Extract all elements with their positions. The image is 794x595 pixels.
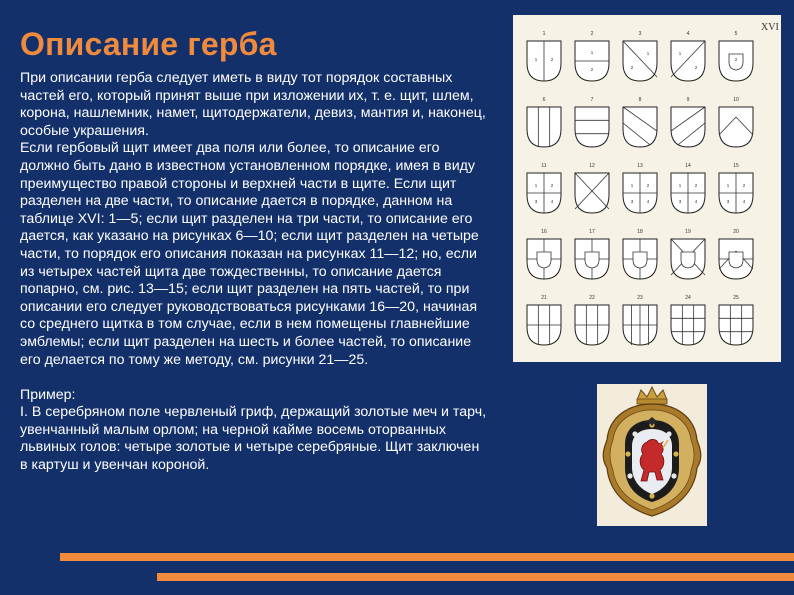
accent-bar-top (60, 553, 794, 561)
svg-text:4: 4 (646, 199, 650, 204)
coat-of-arms-image (597, 384, 707, 526)
figure-number: 12 (589, 163, 595, 169)
svg-text:3: 3 (630, 199, 634, 204)
shield-figure (719, 229, 753, 279)
svg-text:2: 2 (694, 65, 698, 70)
body-text (20, 70, 488, 475)
shield-figure (527, 31, 561, 81)
figure-number: 15 (733, 163, 739, 169)
figure-number: 3 (638, 31, 642, 37)
figure-number: 21 (541, 295, 547, 301)
svg-text:3: 3 (534, 199, 538, 204)
shield-grid (527, 31, 753, 345)
svg-text:2: 2 (630, 65, 634, 70)
coat-of-arms-griffin-icon (597, 384, 707, 526)
svg-text:1: 1 (590, 50, 594, 55)
svg-text:1: 1 (646, 51, 650, 56)
page-title: Описание герба (20, 26, 277, 62)
shield-figure (671, 295, 705, 345)
shield-figure (623, 295, 657, 345)
plate-label: XVI (761, 22, 779, 33)
svg-text:3: 3 (678, 199, 682, 204)
figure-number: 11 (541, 163, 547, 169)
figure-number: 8 (638, 97, 642, 103)
figure-number: 14 (685, 163, 691, 169)
svg-text:2: 2 (742, 183, 746, 188)
svg-text:2: 2 (550, 57, 554, 62)
shield-figure (575, 31, 609, 81)
figure-number: 18 (637, 229, 643, 235)
figure-number: 16 (541, 229, 547, 235)
figure-number: 24 (685, 295, 691, 301)
shield-figure (719, 97, 753, 147)
shield-figure (623, 97, 657, 147)
svg-text:2: 2 (734, 57, 738, 62)
svg-text:4: 4 (742, 199, 746, 204)
plate-figure (513, 15, 781, 362)
figure-number: 9 (686, 97, 690, 103)
figure-number: 25 (733, 295, 739, 301)
shield-figure (575, 295, 609, 345)
figure-number: 10 (733, 97, 739, 103)
shield-figure (671, 229, 705, 279)
svg-text:1: 1 (678, 51, 682, 56)
shield-figure (575, 97, 609, 147)
svg-text:2: 2 (590, 67, 594, 72)
shield-figure (527, 229, 561, 279)
svg-text:1: 1 (534, 183, 538, 188)
svg-text:4: 4 (694, 199, 698, 204)
svg-text:2: 2 (550, 183, 554, 188)
paragraph-order: Если гербовый щит имеет два поля или более, то описание его должно быть дано в известном установленном порядке, имея в виду преимущество правой стороны и верхней части в щите. Если щит разделен на две части, то описание дается в порядке, данном на таблице XVI: 1—5; если щит разделен на три части, то описание его дается, как указано на рисунках 6—10; если щит разделен на четыре части, то порядок его описания показан на рисунках 11—12; но, если из четырех частей щита две тождественны, то описание дается попарно, см. рис. 13—15; если щит разделен на пять частей, то при описании его следует руководствоваться рисунками 16—20, начиная со среднего щитка в том случае, если в нем помещены главнейшие эмблемы; если щит разделен на шесть и более частей, то описание его делается по тому же методу, см. рисунки 21—25. (20, 140, 479, 368)
figure-number: 20 (733, 229, 739, 235)
shield-figure (719, 295, 753, 345)
example-heading: Пример: (20, 386, 76, 403)
svg-text:4: 4 (550, 199, 554, 204)
svg-text:2: 2 (646, 183, 650, 188)
svg-text:1: 1 (630, 183, 634, 188)
accent-bar-bottom (157, 573, 794, 581)
figure-number: 5 (734, 31, 738, 37)
figure-number: 6 (542, 97, 546, 103)
figure-number: 4 (686, 31, 690, 37)
figure-number: 13 (637, 163, 643, 169)
paragraph-spacer (20, 369, 488, 387)
shield-figure (719, 31, 753, 81)
shield-figure (623, 31, 657, 81)
shield-figure (623, 163, 657, 213)
svg-text:2: 2 (694, 183, 698, 188)
figure-number: 22 (589, 295, 595, 301)
shield-figure (527, 97, 561, 147)
shield-figure (575, 229, 609, 279)
figure-number: 7 (590, 97, 594, 103)
shield-figure (671, 97, 705, 147)
svg-text:3: 3 (726, 199, 730, 204)
shield-figure (623, 229, 657, 279)
paragraph-intro: При описании герба следует иметь в виду тот порядок составных частей его, который принят выше при изложении их, т. е. щит, шлем, корона, нашлемник, намет, щитодержатели, девиз, мантия и, наконец, особые украшения. (20, 70, 486, 139)
shield-figure (527, 295, 561, 345)
shield-figure (671, 163, 705, 213)
shield-figure (575, 163, 609, 213)
shield-figure (719, 163, 753, 213)
svg-text:1: 1 (678, 183, 682, 188)
shield-figure (671, 31, 705, 81)
heraldic-divisions-plate (513, 15, 781, 362)
figure-number: 2 (590, 31, 594, 37)
figure-number: 23 (637, 295, 643, 301)
svg-text:1: 1 (726, 183, 730, 188)
figure-number: 19 (685, 229, 691, 235)
example-text: I. В серебряном поле червленый гриф, держащий золотые меч и тарч, увенчанный малым орлом; на черной кайме восемь оторванных львиных голов: четыре золотые и четыре серебряные. Щит заключен в картуш и увенчан короной. (20, 404, 487, 474)
shield-figure (527, 163, 561, 213)
figure-number: 17 (589, 229, 595, 235)
svg-text:1: 1 (534, 57, 538, 62)
figure-number: 1 (542, 31, 546, 37)
